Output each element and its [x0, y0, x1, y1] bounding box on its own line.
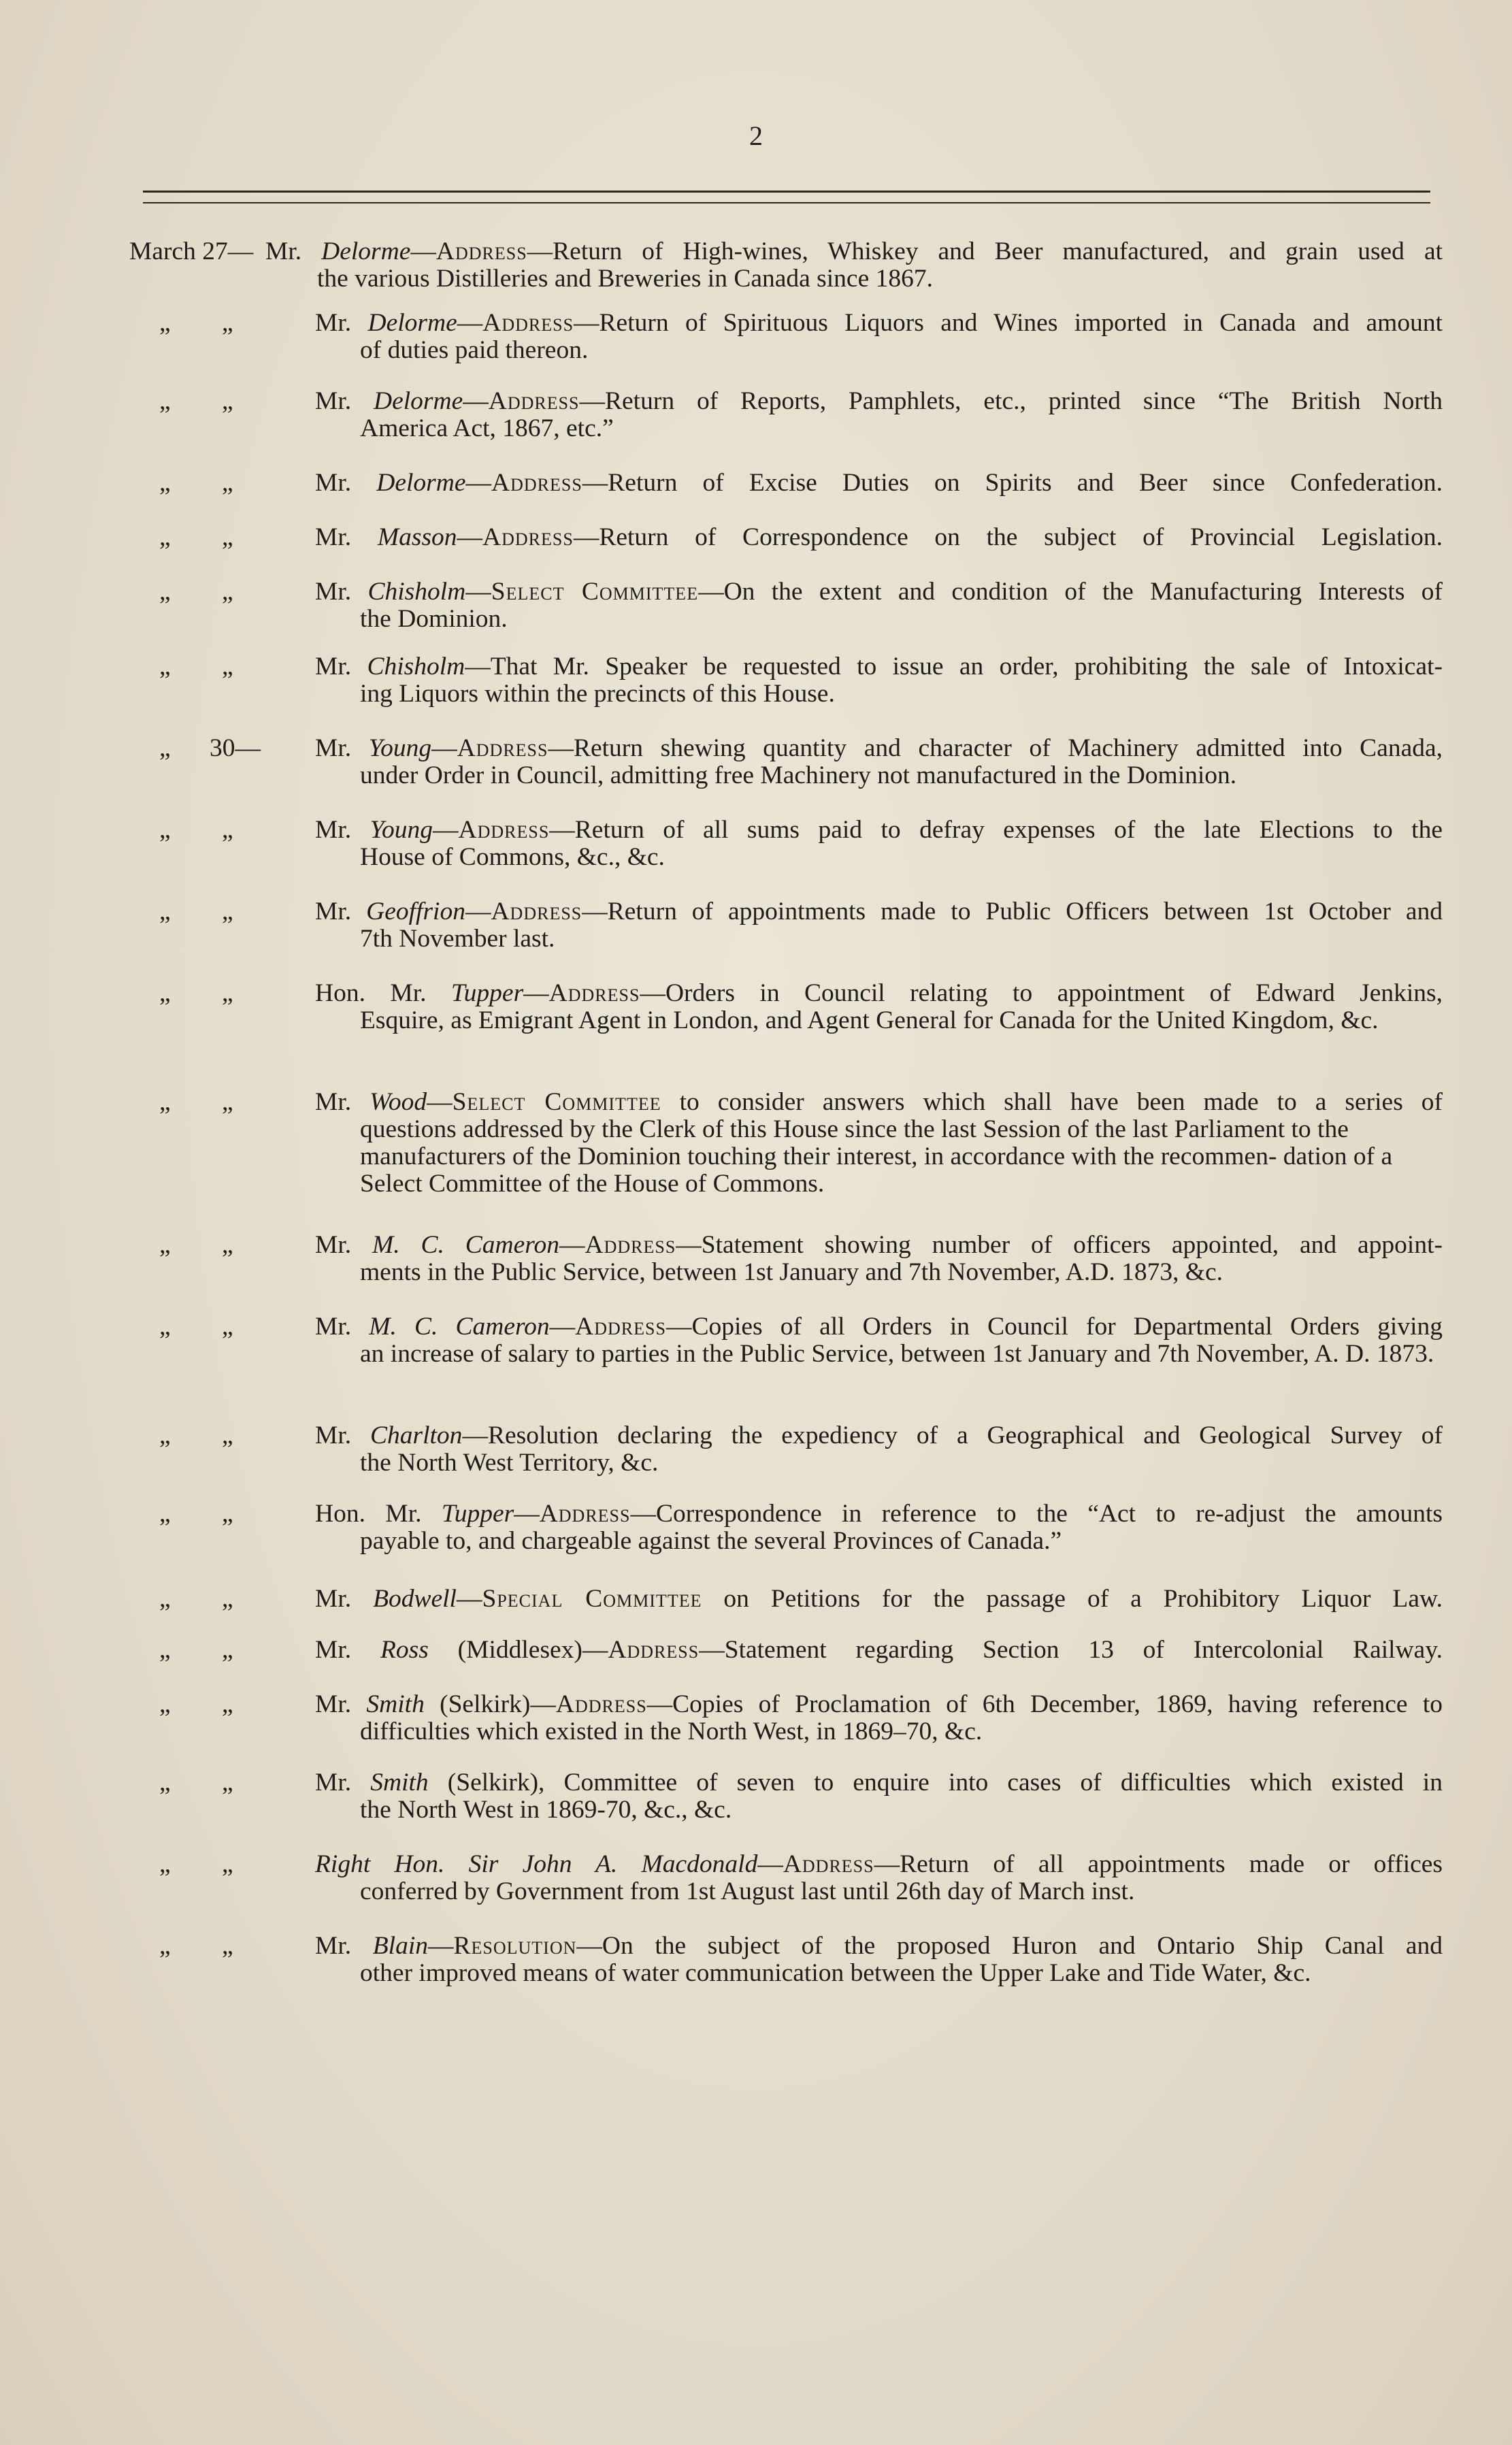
- entry-text: [315, 1637, 1443, 1664]
- ditto-mark: 30—: [210, 734, 261, 762]
- entry-6: [129, 653, 1443, 708]
- entry-text: [315, 1232, 1443, 1286]
- entry-continuation: ing Liquors within the precincts of this House.: [360, 680, 835, 708]
- entry-first-line: [315, 898, 1443, 925]
- ditto-mark: „: [222, 653, 236, 680]
- member-suffix: —: [428, 1932, 454, 1960]
- motion-kind: Address: [488, 387, 580, 415]
- motion-kind: Address: [435, 237, 527, 265]
- entry-continuation: ments in the Public Service, between 1st January and 7th November, A.D. 1873, &c.: [360, 1258, 1223, 1286]
- member-name: Chisholm: [367, 653, 465, 680]
- entry-19: [129, 1769, 1443, 1824]
- ditto-mark: „: [222, 1585, 236, 1613]
- motion-kind: Address: [539, 1500, 631, 1528]
- motion-kind: Select Committee: [491, 578, 699, 606]
- member-suffix: —: [427, 1088, 453, 1116]
- member-name: Bodwell: [373, 1585, 457, 1613]
- entry-continuation: difficulties which existed in the North West, in 1869–70, &c.: [360, 1718, 983, 1745]
- member-suffix: (Selkirk)—: [424, 1690, 556, 1718]
- member-name: Wood: [369, 1088, 427, 1116]
- member-suffix: (Selkirk),: [428, 1769, 564, 1796]
- member-name: Delorme: [321, 237, 411, 265]
- entry-first-line: [315, 1500, 1443, 1528]
- entry-first-line: [315, 817, 1443, 844]
- ditto-mark: „: [222, 309, 236, 337]
- member-suffix: —: [463, 387, 489, 415]
- entry-continuation: payable to, and chargeable against the several Provinces of Canada.”: [360, 1527, 1062, 1555]
- entry-continuation: Esquire, as Emigrant Agent in London, and Agent General for Canada for the United Kingdom, &c.: [360, 1006, 1379, 1034]
- member-suffix: —: [465, 898, 491, 925]
- member-name: Geoffrion: [366, 898, 465, 925]
- entry-first-line: [315, 1586, 1443, 1613]
- member-name: Young: [369, 816, 433, 844]
- ditto-mark: „: [159, 469, 174, 497]
- entry-text: [315, 735, 1443, 789]
- entry-3: [129, 470, 1443, 497]
- motion-kind: Address: [548, 979, 640, 1007]
- member-name: Charlton: [369, 1422, 463, 1449]
- member-title: Mr.: [315, 1088, 370, 1116]
- member-name: Chisholm: [367, 578, 466, 606]
- motion-kind: Select Committee: [452, 1088, 661, 1116]
- motion-subject: —Return shewing quantity and character of Machinery admitted into Canada,: [548, 734, 1443, 762]
- member-name: Delorme: [367, 309, 457, 337]
- entry-first-line: [315, 1851, 1443, 1878]
- entry-continuation: of duties paid thereon.: [360, 336, 589, 364]
- ditto-mark: „: [159, 1636, 174, 1664]
- entry-text: [315, 1851, 1443, 1905]
- member-suffix: —: [465, 653, 491, 680]
- entry-first-line: [315, 1769, 1443, 1796]
- motion-kind: Address: [458, 816, 550, 844]
- entry-first-line: [315, 1422, 1443, 1449]
- entry-9: [129, 898, 1443, 953]
- member-suffix: —: [410, 237, 436, 265]
- motion-subject: Resolution declaring the expediency of a Geographical and Geological Survey of: [487, 1422, 1443, 1449]
- member-suffix: (Middlesex)—: [428, 1636, 608, 1664]
- ditto-mark: „: [222, 1850, 236, 1878]
- member-title: Mr.: [315, 387, 374, 415]
- entry-continuation: the Dominion.: [360, 605, 508, 633]
- motion-subject: on Petitions for the passage of a Prohibitory Liquor Law.: [702, 1585, 1443, 1613]
- ditto-mark: „: [222, 1690, 236, 1718]
- member-name: Right Hon. Sir John A. Macdonald: [315, 1850, 758, 1878]
- motion-subject: —Statement showing number of officers appointed, and appoint-: [676, 1231, 1443, 1259]
- ditto-mark: „: [222, 1313, 236, 1341]
- motion-kind: Address: [575, 1313, 666, 1341]
- motion-subject: —Return of all sums paid to defray expenses of the late Elections to the: [549, 816, 1443, 844]
- member-suffix: —: [523, 979, 549, 1007]
- entry-17: [129, 1637, 1443, 1664]
- ditto-mark: „: [159, 1850, 174, 1878]
- entry-continuation: 7th November last.: [360, 925, 555, 953]
- member-suffix: —: [462, 1422, 488, 1449]
- entry-21: [129, 1933, 1443, 1987]
- ditto-mark: „: [222, 979, 236, 1007]
- ditto-mark: „: [159, 1769, 174, 1796]
- member-title: Mr.: [315, 309, 368, 337]
- member-title: Mr.: [315, 1769, 371, 1796]
- member-name: Young: [368, 734, 432, 762]
- ditto-mark: „: [159, 653, 174, 680]
- member-title: Mr.: [315, 816, 370, 844]
- entry-text: [315, 388, 1443, 442]
- ditto-mark: „: [159, 1231, 174, 1259]
- member-name: Blain: [372, 1932, 429, 1960]
- ditto-mark: „: [159, 979, 174, 1007]
- ditto-mark: „: [159, 1585, 174, 1613]
- ditto-mark: „: [159, 1422, 174, 1449]
- member-title: Mr.: [315, 1422, 370, 1449]
- motion-subject: —Return of Reports, Pamphlets, etc., printed since “The British North: [579, 387, 1443, 415]
- entry-text: [315, 1422, 1443, 1477]
- entry-5: [129, 578, 1443, 633]
- motion-subject: —Return of Correspondence on the subject of Provincial Legislation.: [573, 523, 1443, 551]
- entry-text: [315, 470, 1443, 497]
- entry-first-line: [315, 470, 1443, 497]
- entry-text: [315, 578, 1443, 633]
- member-suffix: —: [431, 734, 457, 762]
- motion-subject: —Return of all appointments made or offices: [874, 1850, 1443, 1878]
- member-title: Mr.: [265, 237, 322, 265]
- motion-kind: Address: [491, 898, 582, 925]
- entry-13: [129, 1313, 1443, 1368]
- member-title: Mr.: [315, 1313, 369, 1341]
- member-suffix: —: [465, 578, 491, 606]
- entry-continuation: House of Commons, &c., &c.: [360, 843, 665, 871]
- motion-kind: Address: [491, 469, 582, 497]
- member-title: Mr.: [315, 1636, 380, 1664]
- entry-text: [315, 1691, 1443, 1745]
- member-name: M. C. Cameron: [372, 1231, 559, 1259]
- ditto-mark: „: [159, 387, 174, 415]
- member-name: M. C. Cameron: [369, 1313, 550, 1341]
- entry-continuation: the North West Territory, &c.: [360, 1449, 659, 1477]
- entry-first-line: [315, 735, 1443, 762]
- entry-12: [129, 1232, 1443, 1286]
- entry-continuation: under Order in Council, admitting free Machinery not manufactured in the Dominion.: [360, 761, 1237, 789]
- entry-first-line: [315, 1232, 1443, 1259]
- motion-kind: Special Committee: [482, 1585, 702, 1613]
- ditto-mark: „: [159, 578, 174, 606]
- member-name: Delorme: [374, 387, 463, 415]
- member-name: Smith: [370, 1769, 429, 1796]
- entry-text: [315, 1769, 1443, 1824]
- entry-continuation: questions addressed by the Clerk of this House since the last Session of the last Parliament to the manufacturers of the Dominion touching their interest, in accordance with the recommen- dation of a Select Committee of the House of Commons.: [360, 1115, 1393, 1198]
- entry-first-line: [315, 1691, 1443, 1718]
- entry-0: [129, 238, 1443, 293]
- ditto-mark: „: [159, 1313, 174, 1341]
- entry-1: [129, 310, 1443, 364]
- motion-subject: —Copies of Proclamation of 6th December, 1869, having reference to: [646, 1690, 1443, 1718]
- ditto-mark: „: [222, 523, 236, 551]
- entry-text: [315, 1500, 1443, 1555]
- entry-continuation: an increase of salary to parties in the Public Service, between 1st January and 7th November, A. D. 1873.: [360, 1340, 1434, 1368]
- member-title: Mr.: [315, 469, 377, 497]
- member-title: Mr.: [315, 898, 367, 925]
- member-suffix: —: [514, 1500, 540, 1528]
- motion-subject: —Return of Spirituous Liquors and Wines imported in Canada and amount: [574, 309, 1443, 337]
- ditto-mark: „: [222, 469, 236, 497]
- entry-first-line: [315, 388, 1443, 415]
- member-name: Delorme: [376, 469, 466, 497]
- member-suffix: —: [457, 523, 483, 551]
- entry-18: [129, 1691, 1443, 1745]
- entry-first-line: [315, 980, 1443, 1007]
- member-title: Mr.: [315, 1585, 374, 1613]
- member-name: Tupper: [450, 979, 524, 1007]
- entry-first-line: [315, 1933, 1443, 1960]
- entry-text: [315, 898, 1443, 953]
- entry-date: March 27—: [129, 237, 254, 265]
- motion-subject: —Return of appointments made to Public Officers between 1st October and: [582, 898, 1443, 925]
- entry-text: [315, 653, 1443, 708]
- motion-subject: —Orders in Council relating to appointment of Edward Jenkins,: [640, 979, 1443, 1007]
- entry-first-line: [315, 1313, 1443, 1341]
- ditto-mark: „: [222, 1636, 236, 1664]
- entry-text: [315, 310, 1443, 364]
- entry-16: [129, 1586, 1443, 1613]
- member-title: Mr.: [315, 1231, 373, 1259]
- entry-text: [315, 524, 1443, 551]
- ditto-mark: „: [222, 578, 236, 606]
- ditto-mark: „: [159, 1088, 174, 1116]
- entry-text: [315, 980, 1443, 1034]
- ditto-mark: „: [159, 898, 174, 925]
- member-title: Hon. Mr.: [315, 1500, 442, 1528]
- member-name: Tupper: [441, 1500, 514, 1528]
- ditto-mark: „: [159, 816, 174, 844]
- entry-continuation: the North West in 1869-70, &c., &c.: [360, 1796, 732, 1824]
- entry-4: [129, 524, 1443, 551]
- entry-first-line: [315, 653, 1443, 680]
- motion-subject: —Copies of all Orders in Council for Departmental Orders giving: [665, 1313, 1443, 1341]
- entry-first-line: [315, 310, 1443, 337]
- motion-subject: to consider answers which shall have been made to a series of: [661, 1088, 1443, 1116]
- ditto-mark: „: [222, 1231, 236, 1259]
- member-title: Hon. Mr.: [315, 979, 451, 1007]
- entry-continuation: other improved means of water communication between the Upper Lake and Tide Water, &c.: [360, 1959, 1311, 1987]
- member-suffix: —: [549, 1313, 576, 1341]
- entry-first-line: [315, 1637, 1443, 1664]
- ditto-mark: „: [159, 1690, 174, 1718]
- ditto-mark: „: [159, 309, 174, 337]
- ditto-mark: „: [222, 1932, 236, 1960]
- member-suffix: —: [457, 309, 483, 337]
- motion-kind: Address: [555, 1690, 647, 1718]
- member-name: Ross: [380, 1636, 429, 1664]
- entry-text: [315, 1313, 1443, 1368]
- entry-continuation: conferred by Government from 1st August last until 26th day of March inst.: [360, 1877, 1135, 1905]
- entry-10: [129, 980, 1443, 1034]
- entry-first-line: [315, 524, 1443, 551]
- motion-subject: —Statement regarding Section 13 of Intercolonial Railway.: [699, 1636, 1443, 1664]
- entry-first-line: [315, 1089, 1443, 1116]
- motion-kind: Address: [482, 523, 574, 551]
- entry-text: [129, 238, 1443, 293]
- entry-first-line: [129, 238, 1443, 265]
- entry-11: [129, 1089, 1443, 1198]
- motion-subject: —On the extent and condition of the Manufacturing Interests of: [698, 578, 1443, 606]
- header-rule: [143, 191, 1430, 203]
- ditto-mark: „: [159, 1500, 174, 1528]
- ditto-mark: „: [222, 816, 236, 844]
- ditto-mark: „: [222, 1769, 236, 1796]
- ditto-mark: „: [159, 1932, 174, 1960]
- motion-kind: Address: [585, 1231, 676, 1259]
- entry-2: [129, 388, 1443, 442]
- member-suffix: —: [559, 1231, 585, 1259]
- entry-7: [129, 735, 1443, 789]
- motion-subject: —On the subject of the proposed Huron and Ontario Ship Canal and: [576, 1932, 1443, 1960]
- entry-text: [315, 817, 1443, 871]
- member-title: Mr.: [315, 1932, 373, 1960]
- member-suffix: —: [456, 1585, 482, 1613]
- page-number: 2: [749, 120, 763, 151]
- entry-continuation: the various Distilleries and Breweries in Canada since 1867.: [317, 265, 933, 293]
- entry-8: [129, 817, 1443, 871]
- entry-continuation: America Act, 1867, etc.”: [360, 414, 614, 442]
- ditto-mark: „: [222, 1500, 236, 1528]
- motion-kind: Address: [783, 1850, 874, 1878]
- entry-20: [129, 1851, 1443, 1905]
- ditto-mark: „: [222, 1088, 236, 1116]
- member-title: Mr.: [315, 653, 367, 680]
- entry-14: [129, 1422, 1443, 1477]
- motion-subject: That Mr. Speaker be requested to issue an order, prohibiting the sale of Intoxicat-: [490, 653, 1443, 680]
- member-title: Mr.: [315, 578, 368, 606]
- entry-text: [315, 1586, 1443, 1613]
- motion-kind: Address: [608, 1636, 700, 1664]
- motion-subject: Committee of seven to enquire into cases of difficulties which existed in: [563, 1769, 1443, 1796]
- motion-kind: Address: [482, 309, 574, 337]
- ditto-mark: „: [222, 1422, 236, 1449]
- member-suffix: —: [433, 816, 459, 844]
- member-suffix: —: [757, 1850, 783, 1878]
- motion-kind: Address: [457, 734, 548, 762]
- ditto-mark: „: [159, 734, 174, 762]
- entry-text: [315, 1933, 1443, 1987]
- member-name: Smith: [366, 1690, 425, 1718]
- ditto-mark: „: [222, 898, 236, 925]
- entry-15: [129, 1500, 1443, 1555]
- motion-subject: —Return of Excise Duties on Spirits and Beer since Confederation.: [582, 469, 1443, 497]
- ditto-mark: „: [159, 523, 174, 551]
- member-title: Mr.: [315, 523, 378, 551]
- ditto-mark: „: [222, 387, 236, 415]
- entry-first-line: [315, 578, 1443, 606]
- motion-kind: Resolution: [453, 1932, 577, 1960]
- member-name: Masson: [377, 523, 457, 551]
- member-title: Mr.: [315, 734, 369, 762]
- entry-text: [315, 1089, 1443, 1198]
- motion-subject: —Correspondence in reference to the “Act to re-adjust the amounts: [630, 1500, 1443, 1528]
- motion-subject: —Return of High-wines, Whiskey and Beer manufactured, and grain used at: [527, 237, 1443, 265]
- member-title: Mr.: [315, 1690, 367, 1718]
- member-suffix: —: [465, 469, 491, 497]
